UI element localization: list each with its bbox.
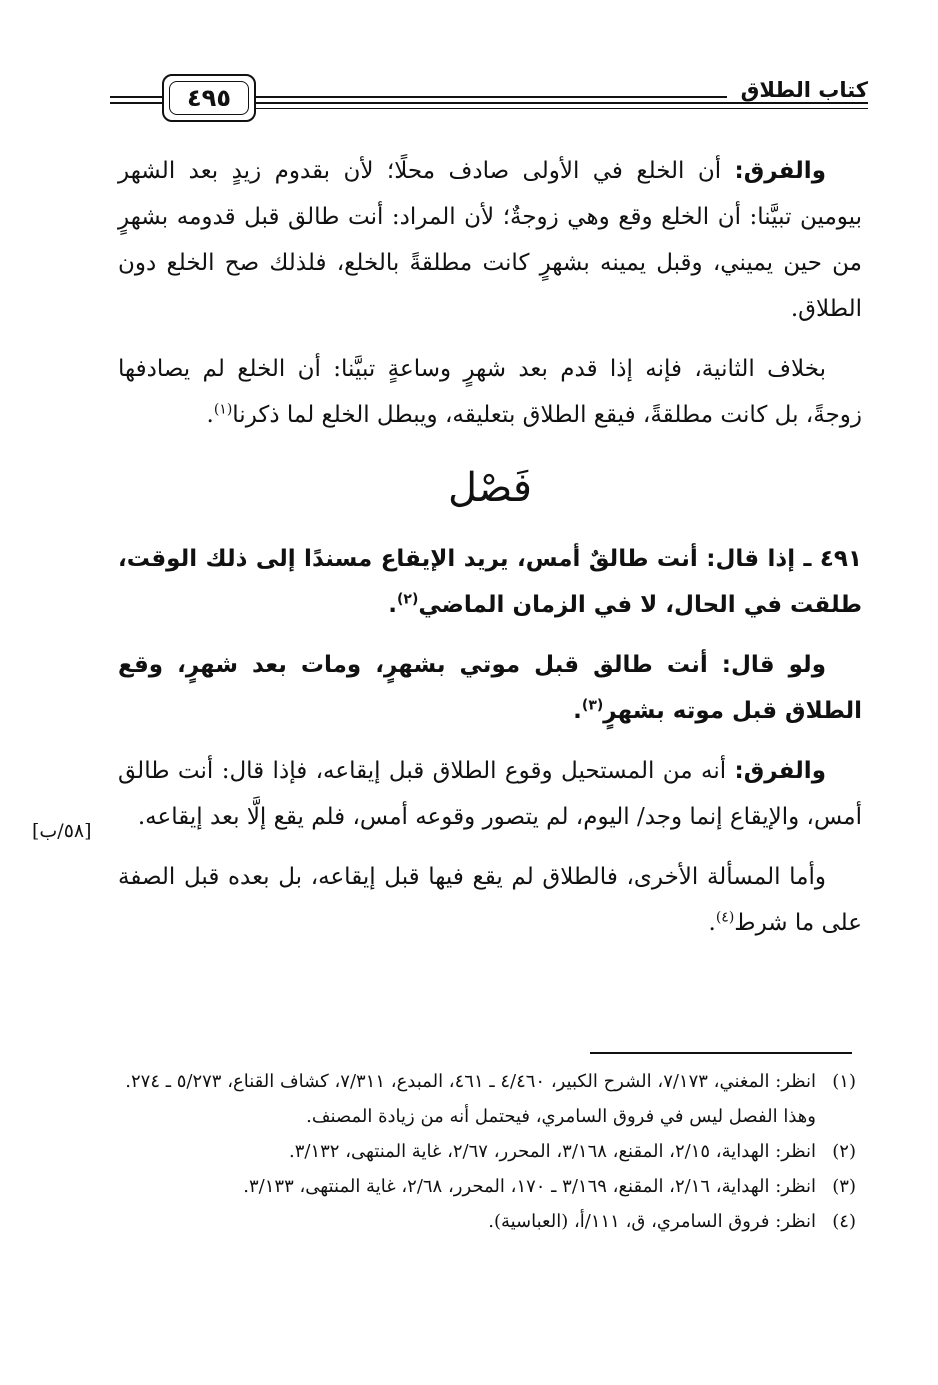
paragraph-difference-2 (118, 748, 862, 840)
footnote-number: (٤) (832, 1211, 856, 1232)
header-rule-bottom (250, 108, 868, 109)
paragraph-contrast (118, 346, 862, 438)
manuscript-folio-note: [٥٨/ب] (32, 820, 92, 842)
paragraph-difference-1 (118, 148, 862, 332)
footnote-3 (112, 1171, 856, 1202)
main-text (118, 148, 862, 960)
footnote-2 (112, 1136, 856, 1167)
footnote-1-continuation: وهذا الفصل ليس في فروق السامري، فيحتمل أنه من زيادة المصنف. (306, 1106, 816, 1127)
period: . (388, 592, 398, 618)
footnote-ref-1[interactable]: (١) (213, 401, 233, 418)
footnote-separator (590, 1052, 852, 1054)
paragraph-text: أن الخلع في الأولى صادف محلًا؛ لأن بقدوم زيدٍ بعد الشهر بيومين تبيَّنا: أن الخلع وقع وهي زوجةٌ؛ لأن المراد: أنت طالق قبل قدومه بشهرٍ من حين يميني، وقبل يمينه بشهرٍ كانت مطلقةً بالخلع، فلذلك صح الخلع دون الطلاق. (118, 158, 862, 322)
paragraph-text: بخلاف الثانية، فإنه إذا قدم بعد شهرٍ وساعةٍ تبيَّنا: أن الخلع لم يصادفها زوجةً، بل كانت مطلقةً، فيقع الطلاق بتعليقه، ويبطل الخلع لما ذكرنا (118, 356, 862, 428)
keyword-difference: والفرق: (734, 158, 826, 184)
footnote-ref-2[interactable]: (٢) (397, 591, 419, 608)
book-title: كتاب الطلاق (727, 78, 868, 102)
running-header (110, 70, 868, 130)
footnote-1 (112, 1066, 856, 1097)
paragraph-text: ولو قال: أنت طالق قبل موتي بشهرٍ، ومات بعد شهرٍ، وقع الطلاق قبل موته بشهرٍ (118, 652, 862, 724)
paragraph-issue-491 (118, 536, 862, 628)
paragraph-text: وأما المسألة الأخرى، فالطلاق لم يقع فيها قبل إيقاعه، بل بعده قبل الصفة على ما شرط (118, 864, 862, 936)
footnote-number: (٢) (832, 1141, 856, 1162)
period: . (708, 910, 716, 936)
footnotes (112, 1066, 856, 1241)
period: . (573, 698, 582, 724)
footnote-4 (112, 1206, 856, 1237)
section-heading: فَصْل (447, 465, 533, 511)
footnote-text: انظر: المغني، ٧/١٧٣، الشرح الكبير، ٤/٤٦٠ ـ ٤٦١، المبدع، ٧/٣١١، كشاف القناع، ٥/٢٧٣ ـ ٢٧٤. (125, 1071, 816, 1092)
footnote-number: (٣) (832, 1176, 856, 1197)
period: . (206, 402, 214, 428)
paragraph-text: أنه من المستحيل وقوع الطلاق قبل إيقاعه، فإذا قال: أنت طالق أمس، والإيقاع إنما وجد/ اليوم، لم يتصور وقوعه أمس، فلم يقع إلَّا بعد إيقاعه. (118, 758, 862, 830)
paragraph-other-issue (118, 854, 862, 946)
page-number-frame (162, 74, 256, 122)
keyword-difference: والفرق: (734, 758, 826, 784)
footnote-ref-4[interactable]: (٤) (715, 909, 735, 926)
footnote-ref-3[interactable]: (٣) (581, 697, 604, 714)
footnote-number: (١) (832, 1071, 856, 1092)
footnote-text: انظر: الهداية، ٢/١٦، المقنع، ٣/١٦٩ ـ ١٧٠، المحرر، ٢/٦٨، غاية المنتهى، ٣/١٣٣. (243, 1176, 816, 1197)
paragraph-text: ٤٩١ ـ إذا قال: أنت طالقٌ أمس، يريد الإيقاع مسندًا إلى ذلك الوقت، طلقت في الحال، لا في الزمان الماضي (118, 546, 862, 618)
footnote-text: انظر: الهداية، ٢/١٥، المقنع، ٣/١٦٨، المحرر، ٢/٦٧، غاية المنتهى، ٣/١٣٢. (289, 1141, 816, 1162)
footnote-text: انظر: فروق السامري، ق، ١١١/أ، (العباسية). (488, 1211, 816, 1232)
paragraph-before-death (118, 642, 862, 734)
page-number: ٤٩٥ (169, 81, 249, 115)
